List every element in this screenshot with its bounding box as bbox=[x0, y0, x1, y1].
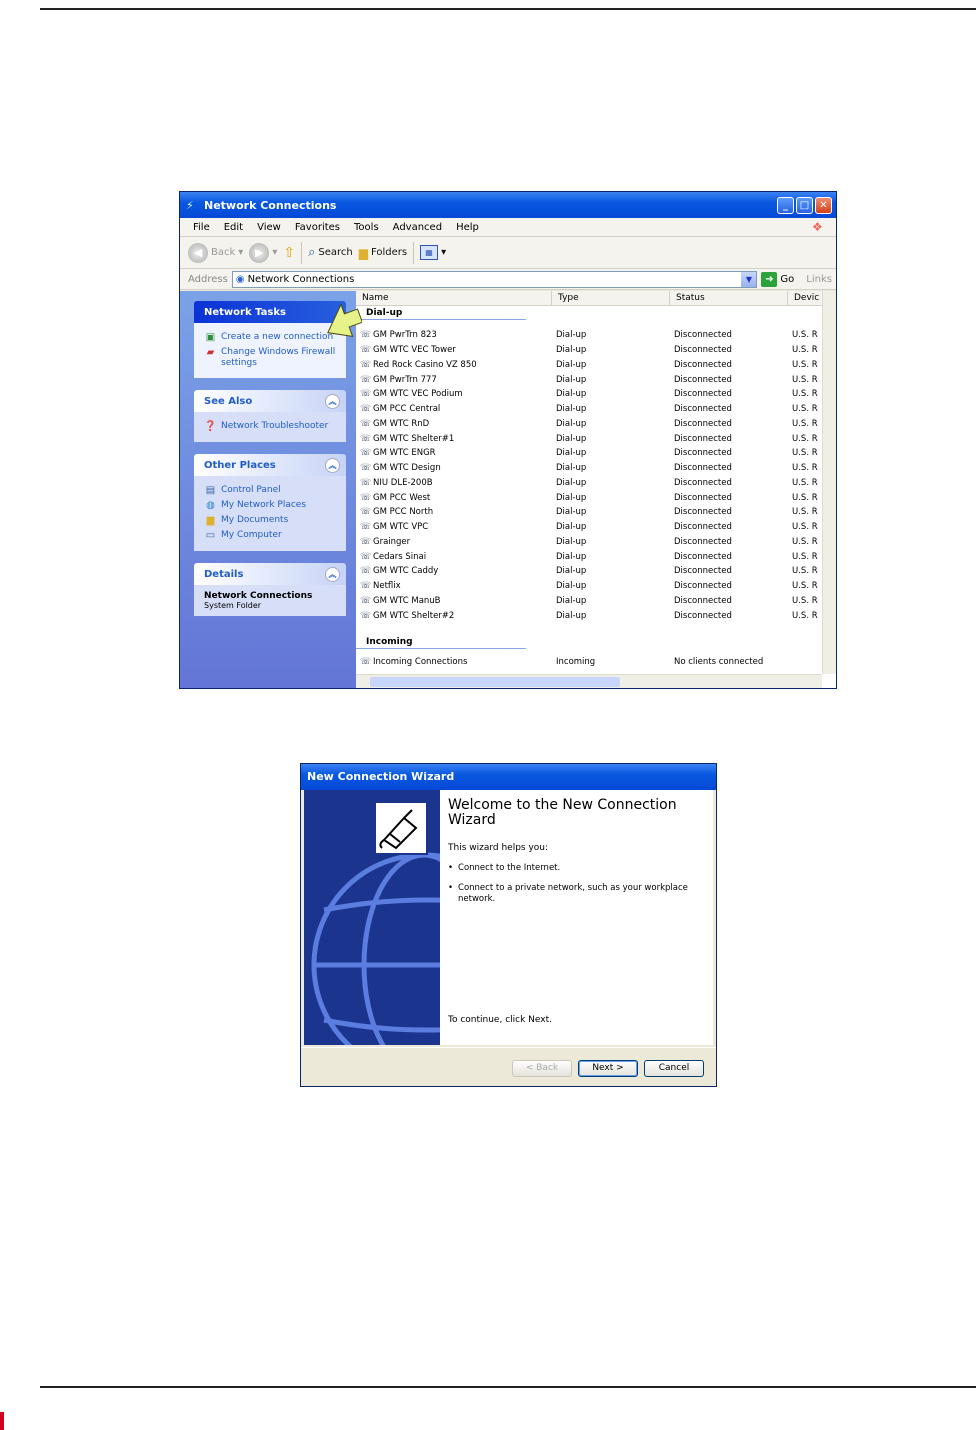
connection-device: U.S. R bbox=[792, 477, 818, 488]
horizontal-scroll-thumb[interactable] bbox=[370, 677, 620, 687]
table-row[interactable] bbox=[356, 343, 836, 358]
collapse-chevron-icon[interactable]: ︽ bbox=[325, 567, 340, 582]
connection-name: GM WTC VEC Podium bbox=[373, 389, 463, 400]
connection-status: Disconnected bbox=[674, 359, 732, 370]
connection-type: Dial-up bbox=[556, 359, 587, 370]
table-row[interactable] bbox=[356, 579, 836, 594]
up-folder-button[interactable] bbox=[283, 245, 295, 261]
window-titlebar[interactable] bbox=[180, 192, 836, 218]
connection-status: Disconnected bbox=[674, 374, 732, 385]
connection-status: Disconnected bbox=[674, 389, 732, 400]
table-row[interactable] bbox=[356, 608, 836, 623]
connection-name: GM WTC Shelter#2 bbox=[373, 610, 455, 621]
connection-device: U.S. R bbox=[792, 610, 818, 621]
forward-arrow-icon: ▶ bbox=[249, 243, 269, 263]
connection-type: Dial-up bbox=[556, 345, 587, 356]
column-name[interactable]: Name bbox=[356, 291, 552, 305]
connection-device: U.S. R bbox=[792, 404, 818, 415]
connection-name: Cedars Sinai bbox=[373, 551, 427, 562]
connection-name-cell bbox=[356, 596, 552, 606]
dialup-connection-icon: ☏ bbox=[360, 374, 372, 385]
chevron-down-icon: ▾ bbox=[272, 247, 278, 258]
connection-name-cell bbox=[356, 611, 552, 621]
connection-device: U.S. R bbox=[792, 448, 818, 459]
connection-name: GM WTC ManuB bbox=[373, 595, 441, 606]
dialup-connection-icon: ☏ bbox=[360, 536, 372, 547]
connection-type: Dial-up bbox=[556, 477, 587, 488]
connection-name-cell bbox=[356, 552, 552, 562]
connection-status: Disconnected bbox=[674, 330, 732, 341]
dialup-connection-icon: ☏ bbox=[360, 359, 372, 370]
control-panel-label: Control Panel bbox=[221, 485, 281, 495]
connection-name: GM PwrTrn 777 bbox=[373, 374, 437, 385]
details-title: Details bbox=[204, 568, 244, 580]
menu-advanced[interactable]: Advanced bbox=[392, 221, 443, 233]
see-also-body bbox=[194, 412, 346, 442]
connection-name-cell bbox=[356, 478, 552, 488]
folders-button[interactable] bbox=[359, 246, 407, 260]
menu-edit[interactable]: Edit bbox=[223, 221, 244, 233]
menu-file[interactable]: File bbox=[193, 221, 210, 233]
connection-device: U.S. R bbox=[792, 389, 818, 400]
connection-type: Dial-up bbox=[556, 448, 587, 459]
views-icon: ▦ bbox=[420, 245, 438, 260]
connection-type: Dial-up bbox=[556, 610, 587, 621]
links-toolbar[interactable]: Links bbox=[806, 273, 832, 285]
details-body bbox=[194, 585, 346, 616]
connection-type: Dial-up bbox=[556, 522, 587, 533]
table-row[interactable] bbox=[356, 461, 836, 476]
connection-name-cell bbox=[356, 375, 552, 385]
table-row[interactable] bbox=[356, 446, 836, 461]
horizontal-scrollbar[interactable] bbox=[356, 674, 822, 688]
connection-status: Disconnected bbox=[674, 404, 732, 415]
connection-device: U.S. R bbox=[792, 345, 818, 356]
connections-list-pane bbox=[356, 291, 836, 688]
new-connection-wizard bbox=[300, 763, 717, 1087]
toolbar bbox=[180, 237, 836, 269]
connection-name: Red Rock Casino VZ 850 bbox=[373, 359, 477, 370]
new-connection-icon: ▣ bbox=[205, 332, 216, 343]
network-troubleshooter-label: Network Troubleshooter bbox=[221, 421, 329, 431]
connection-device: U.S. R bbox=[792, 522, 818, 533]
connection-name-cell bbox=[356, 507, 552, 517]
network-connections-window bbox=[179, 191, 837, 689]
window-body bbox=[180, 291, 836, 688]
incoming-status: No clients connected bbox=[674, 657, 764, 666]
table-row[interactable] bbox=[356, 431, 836, 446]
see-also-panel bbox=[194, 390, 346, 442]
wizard-side-banner bbox=[304, 790, 440, 1045]
network-places-icon: ◍ bbox=[206, 500, 215, 511]
connection-name-cell bbox=[356, 493, 552, 503]
go-arrow-icon: ➜ bbox=[761, 272, 777, 287]
wizard-bullet bbox=[448, 863, 705, 874]
wizard-content bbox=[440, 790, 713, 1045]
computer-icon: ▭ bbox=[205, 530, 216, 541]
table-row[interactable] bbox=[356, 328, 836, 343]
table-row[interactable] bbox=[356, 505, 836, 520]
connection-name-cell bbox=[356, 404, 552, 414]
wizard-heading: Welcome to the New Connection Wizard bbox=[448, 797, 677, 828]
menu-view[interactable]: View bbox=[257, 221, 281, 233]
firewall-icon: ▰ bbox=[206, 347, 215, 358]
collapse-chevron-icon[interactable]: ︽ bbox=[325, 458, 340, 473]
column-status[interactable]: Status bbox=[670, 291, 788, 305]
other-places-panel bbox=[194, 454, 346, 551]
connection-device: U.S. R bbox=[792, 418, 818, 429]
dialup-connection-icon: ☏ bbox=[360, 507, 372, 518]
header-rule bbox=[40, 8, 976, 10]
connection-device: U.S. R bbox=[792, 359, 818, 370]
table-row[interactable] bbox=[356, 490, 836, 505]
wizard-cancel-button[interactable]: Cancel bbox=[644, 1060, 704, 1077]
wizard-continue-text: To continue, click Next. bbox=[448, 1015, 552, 1025]
change-firewall-settings-link[interactable] bbox=[204, 347, 340, 369]
connection-name-cell bbox=[356, 345, 552, 355]
connection-name-cell bbox=[356, 566, 552, 576]
connection-device: U.S. R bbox=[792, 507, 818, 518]
address-value: Network Connections bbox=[247, 273, 355, 285]
dialup-connection-icon: ☏ bbox=[360, 551, 372, 562]
back-button[interactable] bbox=[188, 243, 243, 263]
dialup-connection-icon: ☏ bbox=[360, 492, 372, 503]
connection-status: Disconnected bbox=[674, 522, 732, 533]
my-computer-link[interactable] bbox=[204, 530, 340, 542]
connection-name-cell bbox=[356, 434, 552, 444]
connection-device: U.S. R bbox=[792, 374, 818, 385]
details-name: Network Connections bbox=[204, 591, 313, 601]
folder-icon: ▆ bbox=[358, 245, 368, 260]
incoming-row[interactable] bbox=[356, 657, 836, 666]
other-places-header[interactable] bbox=[194, 454, 346, 476]
connection-status: Disconnected bbox=[674, 477, 732, 488]
column-type[interactable]: Type bbox=[552, 291, 670, 305]
my-documents-link[interactable] bbox=[204, 515, 340, 527]
minimize-button[interactable]: _ bbox=[777, 197, 794, 214]
toolbar-separator bbox=[413, 242, 414, 264]
dialup-connection-icon: ☏ bbox=[360, 477, 372, 488]
connection-name: GM PCC North bbox=[373, 507, 434, 518]
incoming-connection-icon: ☏ bbox=[360, 657, 372, 666]
wizard-intro: This wizard helps you: bbox=[448, 843, 549, 853]
connection-device: U.S. R bbox=[792, 566, 818, 577]
chevron-down-icon: ▾ bbox=[441, 247, 447, 258]
connection-name: GM WTC VEC Tower bbox=[373, 345, 456, 356]
wizard-bullet bbox=[448, 883, 705, 905]
folders-label: Folders bbox=[370, 247, 408, 258]
connection-name: GM WTC VPC bbox=[373, 522, 429, 533]
windows-logo-icon: ❖ bbox=[812, 220, 823, 234]
network-connections-icon: ⚡ bbox=[186, 199, 194, 212]
group-dialup: Dial-up bbox=[356, 306, 526, 320]
connection-type: Dial-up bbox=[556, 595, 587, 606]
connection-device: U.S. R bbox=[792, 536, 818, 547]
search-button[interactable] bbox=[308, 245, 353, 260]
other-places-body bbox=[194, 476, 346, 551]
task-pane bbox=[180, 291, 356, 688]
details-subtitle: System Folder bbox=[204, 601, 262, 610]
other-places-title: Other Places bbox=[204, 459, 276, 471]
bullet-icon: • bbox=[448, 883, 454, 893]
connection-name-cell bbox=[356, 360, 552, 370]
connection-status: Disconnected bbox=[674, 581, 732, 592]
dialup-connection-icon: ☏ bbox=[360, 404, 372, 415]
documents-folder-icon: ▆ bbox=[206, 515, 215, 526]
connection-name-cell bbox=[356, 581, 552, 591]
menu-help[interactable]: Help bbox=[456, 221, 479, 233]
connection-name: GM PCC Central bbox=[373, 404, 441, 415]
connection-type: Dial-up bbox=[556, 492, 587, 503]
my-computer-label: My Computer bbox=[221, 530, 282, 540]
connection-name: GM PwrTrn 823 bbox=[373, 330, 437, 341]
connection-device: U.S. R bbox=[792, 492, 818, 503]
connection-type: Dial-up bbox=[556, 374, 587, 385]
connection-type: Dial-up bbox=[556, 389, 587, 400]
vertical-scrollbar[interactable] bbox=[822, 291, 836, 674]
table-row[interactable] bbox=[356, 594, 836, 609]
address-input[interactable] bbox=[232, 271, 758, 288]
control-panel-link[interactable] bbox=[204, 485, 340, 497]
connection-name-cell bbox=[356, 522, 552, 532]
back-label: Back bbox=[211, 247, 236, 258]
incoming-type: Incoming bbox=[556, 657, 596, 666]
connection-type: Dial-up bbox=[556, 418, 587, 429]
dialup-connection-icon: ☏ bbox=[360, 330, 372, 341]
network-tasks-title: Network Tasks bbox=[204, 306, 286, 318]
footer-rule bbox=[40, 1386, 976, 1388]
connection-type: Dial-up bbox=[556, 507, 587, 518]
go-label: Go bbox=[780, 273, 795, 285]
search-icon: ⌕ bbox=[308, 245, 316, 260]
connection-name: GM WTC Caddy bbox=[373, 566, 439, 577]
connection-type: Dial-up bbox=[556, 404, 587, 415]
connection-type: Dial-up bbox=[556, 330, 587, 341]
connection-status: Disconnected bbox=[674, 595, 732, 606]
table-row[interactable] bbox=[356, 476, 836, 491]
connection-type: Dial-up bbox=[556, 551, 587, 562]
connection-status: Disconnected bbox=[674, 551, 732, 562]
dialup-connection-icon: ☏ bbox=[360, 522, 372, 533]
connection-name: GM WTC Shelter#1 bbox=[373, 433, 455, 444]
create-new-connection-link[interactable] bbox=[204, 332, 340, 344]
connection-type: Dial-up bbox=[556, 433, 587, 444]
connection-status: Disconnected bbox=[674, 536, 732, 547]
back-arrow-icon: ◀ bbox=[188, 243, 208, 263]
table-row[interactable] bbox=[356, 549, 836, 564]
chevron-down-icon: ▾ bbox=[238, 247, 244, 258]
menu-bar bbox=[180, 218, 836, 237]
connection-device: U.S. R bbox=[792, 433, 818, 444]
connection-status: Disconnected bbox=[674, 448, 732, 459]
connection-status: Disconnected bbox=[674, 566, 732, 577]
menu-tools[interactable]: Tools bbox=[354, 221, 379, 233]
page-marker bbox=[0, 1412, 4, 1430]
connection-device: U.S. R bbox=[792, 330, 818, 341]
connection-type: Dial-up bbox=[556, 566, 587, 577]
address-label: Address bbox=[188, 273, 228, 285]
connection-status: Disconnected bbox=[674, 345, 732, 356]
connection-status: Disconnected bbox=[674, 492, 732, 503]
see-also-title: See Also bbox=[204, 395, 253, 407]
connection-name: GM WTC RnD bbox=[373, 418, 430, 429]
connection-name-cell bbox=[356, 330, 552, 340]
connection-name: GM PCC West bbox=[373, 492, 431, 503]
wizard-next-button[interactable]: Next > bbox=[578, 1060, 638, 1077]
dialup-connection-icon: ☏ bbox=[360, 448, 372, 459]
address-bar bbox=[180, 269, 836, 290]
my-network-places-label: My Network Places bbox=[221, 500, 307, 510]
bullet-icon: • bbox=[448, 863, 454, 873]
forward-button[interactable] bbox=[249, 243, 277, 263]
dialup-connection-icon: ☏ bbox=[360, 595, 372, 606]
connection-device: U.S. R bbox=[792, 595, 818, 606]
see-also-header[interactable] bbox=[194, 390, 346, 412]
connection-name-cell bbox=[356, 389, 552, 399]
control-panel-icon: ▤ bbox=[205, 485, 216, 496]
table-row[interactable] bbox=[356, 535, 836, 550]
connection-status: Disconnected bbox=[674, 433, 732, 444]
dialup-connection-icon: ☏ bbox=[360, 389, 372, 400]
create-new-connection-label: Create a new connection bbox=[221, 332, 334, 342]
connection-status: Disconnected bbox=[674, 463, 732, 474]
connection-device: U.S. R bbox=[792, 551, 818, 562]
go-button[interactable] bbox=[761, 272, 794, 287]
network-troubleshooter-link[interactable] bbox=[204, 421, 340, 433]
table-row[interactable] bbox=[356, 520, 836, 535]
connection-type: Dial-up bbox=[556, 536, 587, 547]
connection-device: U.S. R bbox=[792, 463, 818, 474]
wizard-titlebar[interactable]: New Connection Wizard bbox=[301, 764, 716, 790]
table-row[interactable] bbox=[356, 358, 836, 373]
dialup-connection-icon: ☏ bbox=[360, 566, 372, 577]
connection-type: Dial-up bbox=[556, 581, 587, 592]
toolbar-separator bbox=[301, 242, 302, 264]
incoming-name: Incoming Connections bbox=[373, 657, 468, 666]
connection-status: Disconnected bbox=[674, 418, 732, 429]
connection-name-cell bbox=[356, 419, 552, 429]
wizard-bullet-text: Connect to a private network, such as your workplace network. bbox=[458, 883, 688, 904]
my-documents-label: My Documents bbox=[221, 515, 289, 525]
help-icon: ❓ bbox=[204, 421, 217, 432]
callout-arrow-icon bbox=[322, 299, 362, 339]
connection-name: GM WTC ENGR bbox=[373, 448, 436, 459]
connection-status: Disconnected bbox=[674, 610, 732, 621]
table-row[interactable] bbox=[356, 402, 836, 417]
connection-type: Dial-up bbox=[556, 463, 587, 474]
wizard-button-bar bbox=[301, 1047, 716, 1087]
wizard-back-button[interactable]: < Back bbox=[512, 1060, 572, 1077]
views-button[interactable] bbox=[420, 245, 446, 260]
table-row[interactable] bbox=[356, 564, 836, 579]
connection-device: U.S. R bbox=[792, 581, 818, 592]
connection-status: Disconnected bbox=[674, 507, 732, 518]
window-title: Network Connections bbox=[204, 198, 337, 212]
dialup-connection-icon: ☏ bbox=[360, 581, 372, 592]
details-header[interactable] bbox=[194, 563, 346, 585]
dialup-connection-icon: ☏ bbox=[360, 418, 372, 429]
network-globe-icon: ◉ bbox=[235, 273, 245, 285]
connection-name: Netflix bbox=[373, 581, 401, 592]
globe-graphic-icon bbox=[304, 790, 440, 1045]
details-panel bbox=[194, 563, 346, 616]
connection-name: Grainger bbox=[373, 536, 411, 547]
up-folder-icon: ⇧ bbox=[283, 244, 296, 261]
dialup-connection-icon: ☏ bbox=[360, 610, 372, 621]
address-dropdown-icon[interactable]: ▼ bbox=[741, 272, 756, 287]
dialup-connection-icon: ☏ bbox=[360, 433, 372, 444]
connection-name-cell bbox=[356, 448, 552, 458]
dialup-connection-icon: ☏ bbox=[360, 345, 372, 356]
maximize-button[interactable]: □ bbox=[796, 197, 813, 214]
my-network-places-link[interactable] bbox=[204, 500, 340, 512]
change-firewall-settings-label: Change Windows Firewall settings bbox=[221, 347, 336, 368]
table-row[interactable] bbox=[356, 372, 836, 387]
connection-rows bbox=[356, 328, 836, 623]
table-row[interactable] bbox=[356, 387, 836, 402]
group-incoming: Incoming bbox=[356, 635, 526, 649]
column-device[interactable]: Devic bbox=[788, 291, 836, 305]
search-label: Search bbox=[318, 247, 353, 258]
close-button[interactable]: ✕ bbox=[815, 197, 832, 214]
wizard-bullet-text: Connect to the Internet. bbox=[458, 863, 561, 873]
dialup-connection-icon: ☏ bbox=[360, 463, 372, 474]
column-headers bbox=[356, 291, 836, 306]
connection-name: NIU DLE-200B bbox=[373, 477, 433, 488]
connection-name-cell bbox=[356, 537, 552, 547]
connection-name: GM WTC Design bbox=[373, 463, 441, 474]
menu-favorites[interactable]: Favorites bbox=[294, 221, 341, 233]
connection-name-cell bbox=[356, 463, 552, 473]
collapse-chevron-icon[interactable]: ︽ bbox=[325, 394, 340, 409]
table-row[interactable] bbox=[356, 417, 836, 432]
